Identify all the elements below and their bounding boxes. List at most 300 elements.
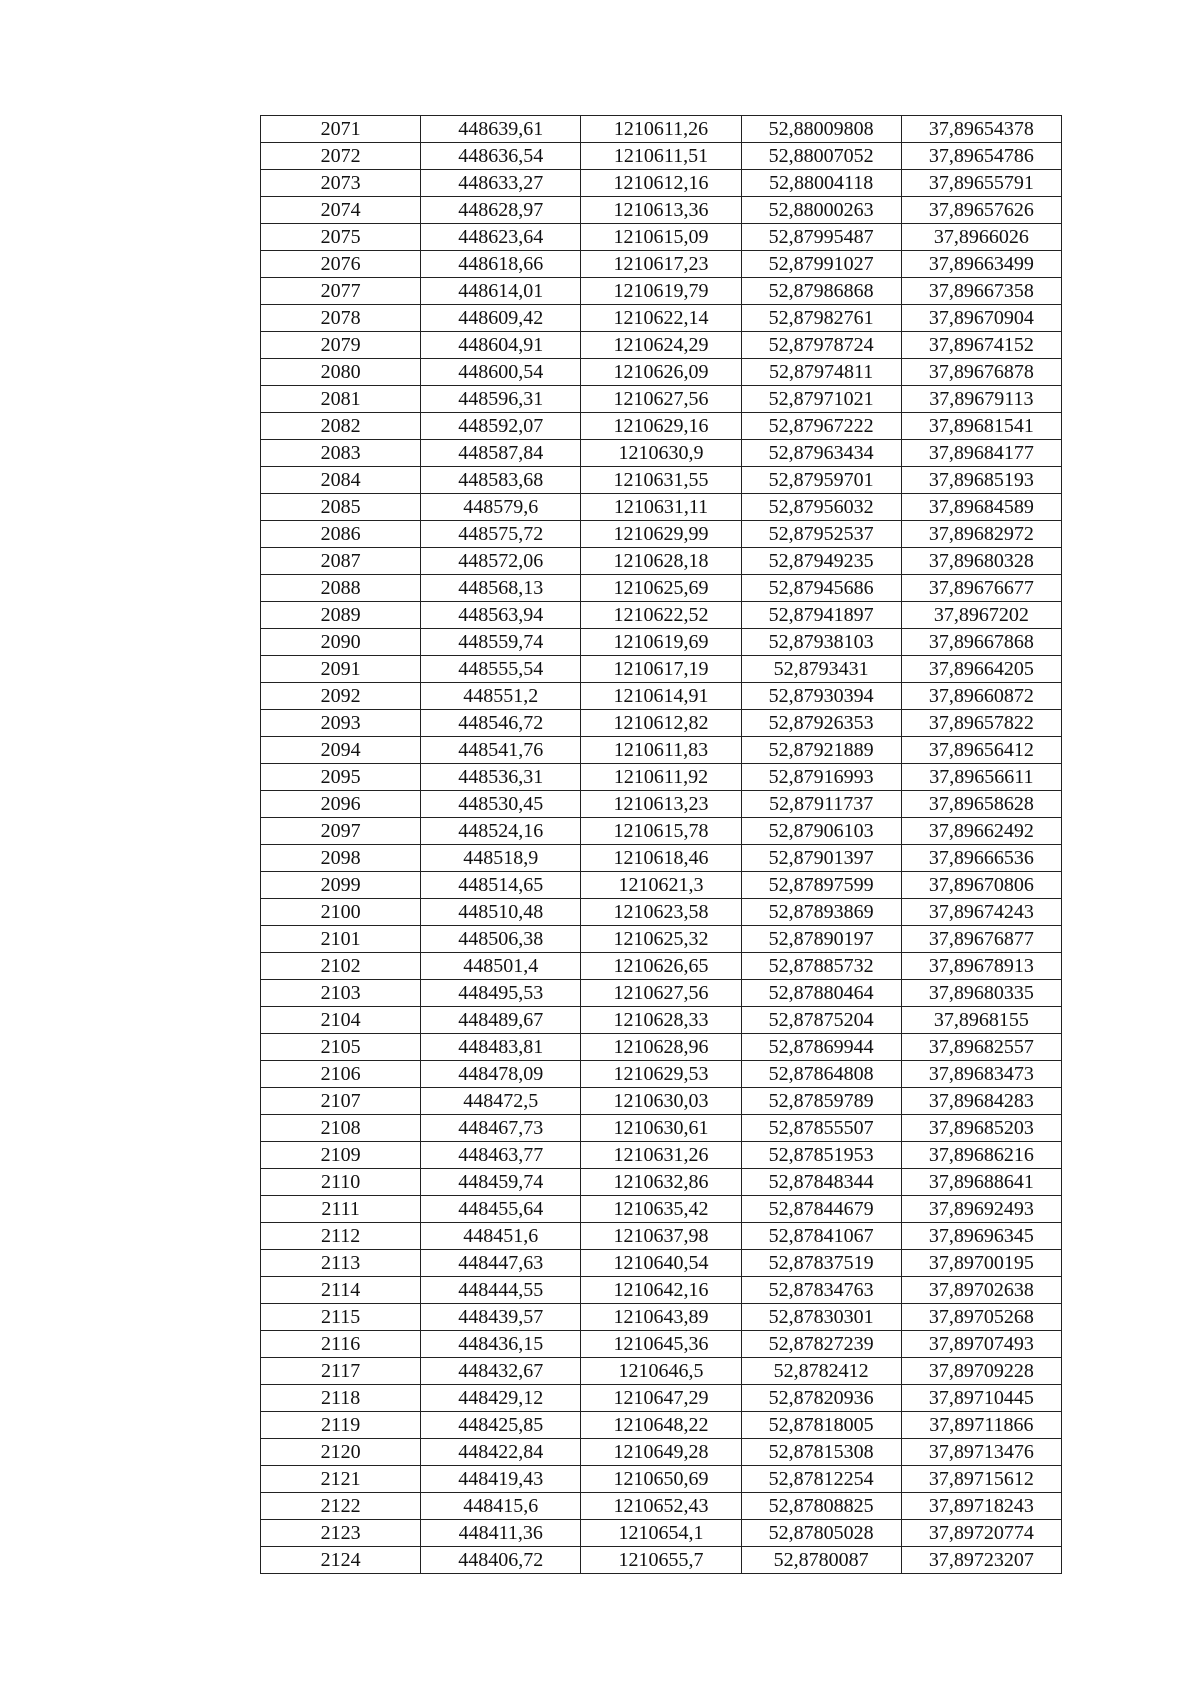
latitude-cell: 52,87855507	[741, 1115, 901, 1142]
table-row	[261, 1196, 1062, 1223]
table-row	[261, 305, 1062, 332]
y-coordinate-cell: 1210630,9	[581, 440, 741, 467]
y-coordinate-cell: 1210649,28	[581, 1439, 741, 1466]
x-coordinate-cell: 448425,85	[421, 1412, 581, 1439]
y-coordinate-cell: 1210625,69	[581, 575, 741, 602]
latitude-cell: 52,87818005	[741, 1412, 901, 1439]
y-coordinate-cell: 1210613,23	[581, 791, 741, 818]
table-row	[261, 1331, 1062, 1358]
latitude-cell: 52,87926353	[741, 710, 901, 737]
point-number-cell: 2104	[261, 1007, 421, 1034]
point-number-cell: 2101	[261, 926, 421, 953]
x-coordinate-cell: 448568,13	[421, 575, 581, 602]
y-coordinate-cell: 1210637,98	[581, 1223, 741, 1250]
point-number-cell: 2077	[261, 278, 421, 305]
x-coordinate-cell: 448432,67	[421, 1358, 581, 1385]
longitude-cell: 37,89670904	[901, 305, 1061, 332]
longitude-cell: 37,89676878	[901, 359, 1061, 386]
y-coordinate-cell: 1210619,79	[581, 278, 741, 305]
latitude-cell: 52,87911737	[741, 791, 901, 818]
y-coordinate-cell: 1210615,09	[581, 224, 741, 251]
latitude-cell: 52,88004118	[741, 170, 901, 197]
x-coordinate-cell: 448447,63	[421, 1250, 581, 1277]
latitude-cell: 52,87906103	[741, 818, 901, 845]
x-coordinate-cell: 448415,6	[421, 1493, 581, 1520]
y-coordinate-cell: 1210635,42	[581, 1196, 741, 1223]
table-row	[261, 737, 1062, 764]
x-coordinate-cell: 448633,27	[421, 170, 581, 197]
table-row	[261, 170, 1062, 197]
x-coordinate-cell: 448489,67	[421, 1007, 581, 1034]
latitude-cell: 52,87808825	[741, 1493, 901, 1520]
x-coordinate-cell: 448506,38	[421, 926, 581, 953]
y-coordinate-cell: 1210622,14	[581, 305, 741, 332]
x-coordinate-cell: 448444,55	[421, 1277, 581, 1304]
y-coordinate-cell: 1210623,58	[581, 899, 741, 926]
latitude-cell: 52,87844679	[741, 1196, 901, 1223]
x-coordinate-cell: 448536,31	[421, 764, 581, 791]
y-coordinate-cell: 1210643,89	[581, 1304, 741, 1331]
point-number-cell: 2113	[261, 1250, 421, 1277]
x-coordinate-cell: 448596,31	[421, 386, 581, 413]
point-number-cell: 2102	[261, 953, 421, 980]
longitude-cell: 37,89682972	[901, 521, 1061, 548]
latitude-cell: 52,87945686	[741, 575, 901, 602]
latitude-cell: 52,87978724	[741, 332, 901, 359]
latitude-cell: 52,87956032	[741, 494, 901, 521]
point-number-cell: 2110	[261, 1169, 421, 1196]
point-number-cell: 2080	[261, 359, 421, 386]
point-number-cell: 2090	[261, 629, 421, 656]
x-coordinate-cell: 448524,16	[421, 818, 581, 845]
table-row	[261, 467, 1062, 494]
y-coordinate-cell: 1210650,69	[581, 1466, 741, 1493]
y-coordinate-cell: 1210611,92	[581, 764, 741, 791]
table-row	[261, 629, 1062, 656]
latitude-cell: 52,87991027	[741, 251, 901, 278]
latitude-cell: 52,87864808	[741, 1061, 901, 1088]
longitude-cell: 37,89662492	[901, 818, 1061, 845]
point-number-cell: 2085	[261, 494, 421, 521]
latitude-cell: 52,87827239	[741, 1331, 901, 1358]
longitude-cell: 37,89666536	[901, 845, 1061, 872]
x-coordinate-cell: 448587,84	[421, 440, 581, 467]
y-coordinate-cell: 1210612,16	[581, 170, 741, 197]
longitude-cell: 37,89684177	[901, 440, 1061, 467]
table-row	[261, 1034, 1062, 1061]
y-coordinate-cell: 1210621,3	[581, 872, 741, 899]
latitude-cell: 52,87875204	[741, 1007, 901, 1034]
table-row	[261, 1277, 1062, 1304]
latitude-cell: 52,87921889	[741, 737, 901, 764]
point-number-cell: 2092	[261, 683, 421, 710]
longitude-cell: 37,89715612	[901, 1466, 1061, 1493]
point-number-cell: 2078	[261, 305, 421, 332]
latitude-cell: 52,87893869	[741, 899, 901, 926]
x-coordinate-cell: 448563,94	[421, 602, 581, 629]
coordinates-table-body	[261, 116, 1062, 1574]
y-coordinate-cell: 1210652,43	[581, 1493, 741, 1520]
x-coordinate-cell: 448518,9	[421, 845, 581, 872]
table-row	[261, 386, 1062, 413]
longitude-cell: 37,89670806	[901, 872, 1061, 899]
y-coordinate-cell: 1210627,56	[581, 980, 741, 1007]
x-coordinate-cell: 448618,66	[421, 251, 581, 278]
longitude-cell: 37,89710445	[901, 1385, 1061, 1412]
x-coordinate-cell: 448422,84	[421, 1439, 581, 1466]
table-row	[261, 1115, 1062, 1142]
point-number-cell: 2087	[261, 548, 421, 575]
table-row	[261, 116, 1062, 143]
longitude-cell: 37,89680335	[901, 980, 1061, 1007]
longitude-cell: 37,89674243	[901, 899, 1061, 926]
longitude-cell: 37,89676877	[901, 926, 1061, 953]
point-number-cell: 2122	[261, 1493, 421, 1520]
longitude-cell: 37,89683473	[901, 1061, 1061, 1088]
point-number-cell: 2088	[261, 575, 421, 602]
longitude-cell: 37,89658628	[901, 791, 1061, 818]
latitude-cell: 52,87963434	[741, 440, 901, 467]
x-coordinate-cell: 448546,72	[421, 710, 581, 737]
latitude-cell: 52,87830301	[741, 1304, 901, 1331]
latitude-cell: 52,87952537	[741, 521, 901, 548]
latitude-cell: 52,87967222	[741, 413, 901, 440]
point-number-cell: 2075	[261, 224, 421, 251]
point-number-cell: 2096	[261, 791, 421, 818]
y-coordinate-cell: 1210618,46	[581, 845, 741, 872]
x-coordinate-cell: 448406,72	[421, 1547, 581, 1574]
longitude-cell: 37,89680328	[901, 548, 1061, 575]
table-row	[261, 413, 1062, 440]
latitude-cell: 52,87848344	[741, 1169, 901, 1196]
longitude-cell: 37,89664205	[901, 656, 1061, 683]
x-coordinate-cell: 448572,06	[421, 548, 581, 575]
x-coordinate-cell: 448495,53	[421, 980, 581, 1007]
latitude-cell: 52,87812254	[741, 1466, 901, 1493]
x-coordinate-cell: 448419,43	[421, 1466, 581, 1493]
x-coordinate-cell: 448551,2	[421, 683, 581, 710]
latitude-cell: 52,87938103	[741, 629, 901, 656]
y-coordinate-cell: 1210642,16	[581, 1277, 741, 1304]
table-row	[261, 197, 1062, 224]
y-coordinate-cell: 1210626,09	[581, 359, 741, 386]
x-coordinate-cell: 448579,6	[421, 494, 581, 521]
y-coordinate-cell: 1210619,69	[581, 629, 741, 656]
x-coordinate-cell: 448459,74	[421, 1169, 581, 1196]
latitude-cell: 52,88007052	[741, 143, 901, 170]
longitude-cell: 37,89656412	[901, 737, 1061, 764]
y-coordinate-cell: 1210628,96	[581, 1034, 741, 1061]
y-coordinate-cell: 1210654,1	[581, 1520, 741, 1547]
point-number-cell: 2105	[261, 1034, 421, 1061]
point-number-cell: 2093	[261, 710, 421, 737]
longitude-cell: 37,89702638	[901, 1277, 1061, 1304]
y-coordinate-cell: 1210617,19	[581, 656, 741, 683]
table-row	[261, 899, 1062, 926]
longitude-cell: 37,8967202	[901, 602, 1061, 629]
table-row	[261, 1061, 1062, 1088]
y-coordinate-cell: 1210626,65	[581, 953, 741, 980]
longitude-cell: 37,89657626	[901, 197, 1061, 224]
x-coordinate-cell: 448478,09	[421, 1061, 581, 1088]
point-number-cell: 2103	[261, 980, 421, 1007]
point-number-cell: 2123	[261, 1520, 421, 1547]
table-row	[261, 521, 1062, 548]
longitude-cell: 37,89676677	[901, 575, 1061, 602]
y-coordinate-cell: 1210617,23	[581, 251, 741, 278]
longitude-cell: 37,89660872	[901, 683, 1061, 710]
table-row	[261, 791, 1062, 818]
x-coordinate-cell: 448436,15	[421, 1331, 581, 1358]
longitude-cell: 37,89684283	[901, 1088, 1061, 1115]
latitude-cell: 52,87897599	[741, 872, 901, 899]
x-coordinate-cell: 448429,12	[421, 1385, 581, 1412]
point-number-cell: 2107	[261, 1088, 421, 1115]
table-row	[261, 1547, 1062, 1574]
table-row	[261, 1412, 1062, 1439]
x-coordinate-cell: 448555,54	[421, 656, 581, 683]
longitude-cell: 37,89654786	[901, 143, 1061, 170]
x-coordinate-cell: 448604,91	[421, 332, 581, 359]
point-number-cell: 2097	[261, 818, 421, 845]
longitude-cell: 37,89678913	[901, 953, 1061, 980]
point-number-cell: 2109	[261, 1142, 421, 1169]
point-number-cell: 2086	[261, 521, 421, 548]
point-number-cell: 2073	[261, 170, 421, 197]
x-coordinate-cell: 448411,36	[421, 1520, 581, 1547]
y-coordinate-cell: 1210645,36	[581, 1331, 741, 1358]
y-coordinate-cell: 1210630,03	[581, 1088, 741, 1115]
longitude-cell: 37,89711866	[901, 1412, 1061, 1439]
table-row	[261, 710, 1062, 737]
latitude-cell: 52,87941897	[741, 602, 901, 629]
latitude-cell: 52,8793431	[741, 656, 901, 683]
table-row	[261, 1304, 1062, 1331]
table-row	[261, 1250, 1062, 1277]
table-row	[261, 818, 1062, 845]
y-coordinate-cell: 1210648,22	[581, 1412, 741, 1439]
x-coordinate-cell: 448575,72	[421, 521, 581, 548]
point-number-cell: 2076	[261, 251, 421, 278]
table-row	[261, 359, 1062, 386]
table-row	[261, 1493, 1062, 1520]
latitude-cell: 52,87901397	[741, 845, 901, 872]
longitude-cell: 37,89720774	[901, 1520, 1061, 1547]
latitude-cell: 52,87837519	[741, 1250, 901, 1277]
table-row	[261, 1169, 1062, 1196]
x-coordinate-cell: 448609,42	[421, 305, 581, 332]
x-coordinate-cell: 448530,45	[421, 791, 581, 818]
y-coordinate-cell: 1210640,54	[581, 1250, 741, 1277]
point-number-cell: 2112	[261, 1223, 421, 1250]
x-coordinate-cell: 448628,97	[421, 197, 581, 224]
x-coordinate-cell: 448623,64	[421, 224, 581, 251]
table-row	[261, 656, 1062, 683]
x-coordinate-cell: 448514,65	[421, 872, 581, 899]
longitude-cell: 37,89667868	[901, 629, 1061, 656]
point-number-cell: 2084	[261, 467, 421, 494]
x-coordinate-cell: 448639,61	[421, 116, 581, 143]
longitude-cell: 37,89696345	[901, 1223, 1061, 1250]
point-number-cell: 2115	[261, 1304, 421, 1331]
longitude-cell: 37,89667358	[901, 278, 1061, 305]
table-row	[261, 1223, 1062, 1250]
point-number-cell: 2116	[261, 1331, 421, 1358]
x-coordinate-cell: 448483,81	[421, 1034, 581, 1061]
x-coordinate-cell: 448501,4	[421, 953, 581, 980]
point-number-cell: 2118	[261, 1385, 421, 1412]
latitude-cell: 52,87995487	[741, 224, 901, 251]
point-number-cell: 2074	[261, 197, 421, 224]
point-number-cell: 2081	[261, 386, 421, 413]
latitude-cell: 52,87841067	[741, 1223, 901, 1250]
table-row	[261, 845, 1062, 872]
point-number-cell: 2124	[261, 1547, 421, 1574]
longitude-cell: 37,89709228	[901, 1358, 1061, 1385]
longitude-cell: 37,89655791	[901, 170, 1061, 197]
y-coordinate-cell: 1210629,16	[581, 413, 741, 440]
x-coordinate-cell: 448541,76	[421, 737, 581, 764]
table-row	[261, 683, 1062, 710]
longitude-cell: 37,89718243	[901, 1493, 1061, 1520]
latitude-cell: 52,87851953	[741, 1142, 901, 1169]
latitude-cell: 52,87820936	[741, 1385, 901, 1412]
point-number-cell: 2072	[261, 143, 421, 170]
longitude-cell: 37,89713476	[901, 1439, 1061, 1466]
table-row	[261, 548, 1062, 575]
longitude-cell: 37,89700195	[901, 1250, 1061, 1277]
latitude-cell: 52,87805028	[741, 1520, 901, 1547]
y-coordinate-cell: 1210629,99	[581, 521, 741, 548]
y-coordinate-cell: 1210646,5	[581, 1358, 741, 1385]
point-number-cell: 2094	[261, 737, 421, 764]
y-coordinate-cell: 1210614,91	[581, 683, 741, 710]
table-row	[261, 1466, 1062, 1493]
point-number-cell: 2079	[261, 332, 421, 359]
point-number-cell: 2120	[261, 1439, 421, 1466]
x-coordinate-cell: 448451,6	[421, 1223, 581, 1250]
point-number-cell: 2117	[261, 1358, 421, 1385]
longitude-cell: 37,89705268	[901, 1304, 1061, 1331]
latitude-cell: 52,87930394	[741, 683, 901, 710]
longitude-cell: 37,89684589	[901, 494, 1061, 521]
longitude-cell: 37,89657822	[901, 710, 1061, 737]
y-coordinate-cell: 1210630,61	[581, 1115, 741, 1142]
table-row	[261, 1007, 1062, 1034]
latitude-cell: 52,87974811	[741, 359, 901, 386]
longitude-cell: 37,89688641	[901, 1169, 1061, 1196]
longitude-cell: 37,89682557	[901, 1034, 1061, 1061]
x-coordinate-cell: 448510,48	[421, 899, 581, 926]
x-coordinate-cell: 448583,68	[421, 467, 581, 494]
table-row	[261, 278, 1062, 305]
y-coordinate-cell: 1210631,55	[581, 467, 741, 494]
latitude-cell: 52,8780087	[741, 1547, 901, 1574]
y-coordinate-cell: 1210622,52	[581, 602, 741, 629]
table-row	[261, 494, 1062, 521]
longitude-cell: 37,89707493	[901, 1331, 1061, 1358]
x-coordinate-cell: 448467,73	[421, 1115, 581, 1142]
table-row	[261, 143, 1062, 170]
point-number-cell: 2100	[261, 899, 421, 926]
latitude-cell: 52,87859789	[741, 1088, 901, 1115]
longitude-cell: 37,89663499	[901, 251, 1061, 278]
point-number-cell: 2071	[261, 116, 421, 143]
x-coordinate-cell: 448559,74	[421, 629, 581, 656]
longitude-cell: 37,89692493	[901, 1196, 1061, 1223]
y-coordinate-cell: 1210625,32	[581, 926, 741, 953]
latitude-cell: 52,87986868	[741, 278, 901, 305]
table-row	[261, 926, 1062, 953]
longitude-cell: 37,89656611	[901, 764, 1061, 791]
y-coordinate-cell: 1210611,83	[581, 737, 741, 764]
table-row	[261, 1439, 1062, 1466]
table-row	[261, 953, 1062, 980]
latitude-cell: 52,87885732	[741, 953, 901, 980]
longitude-cell: 37,89681541	[901, 413, 1061, 440]
table-row	[261, 575, 1062, 602]
latitude-cell: 52,88000263	[741, 197, 901, 224]
x-coordinate-cell: 448455,64	[421, 1196, 581, 1223]
y-coordinate-cell: 1210631,11	[581, 494, 741, 521]
longitude-cell: 37,89654378	[901, 116, 1061, 143]
y-coordinate-cell: 1210624,29	[581, 332, 741, 359]
y-coordinate-cell: 1210628,33	[581, 1007, 741, 1034]
table-row	[261, 872, 1062, 899]
point-number-cell: 2111	[261, 1196, 421, 1223]
point-number-cell: 2099	[261, 872, 421, 899]
point-number-cell: 2089	[261, 602, 421, 629]
y-coordinate-cell: 1210615,78	[581, 818, 741, 845]
latitude-cell: 52,87982761	[741, 305, 901, 332]
latitude-cell: 52,87916993	[741, 764, 901, 791]
latitude-cell: 52,8782412	[741, 1358, 901, 1385]
longitude-cell: 37,89674152	[901, 332, 1061, 359]
table-row	[261, 224, 1062, 251]
y-coordinate-cell: 1210612,82	[581, 710, 741, 737]
table-row	[261, 440, 1062, 467]
longitude-cell: 37,89723207	[901, 1547, 1061, 1574]
x-coordinate-cell: 448614,01	[421, 278, 581, 305]
longitude-cell: 37,89685193	[901, 467, 1061, 494]
latitude-cell: 52,87890197	[741, 926, 901, 953]
x-coordinate-cell: 448472,5	[421, 1088, 581, 1115]
longitude-cell: 37,8966026	[901, 224, 1061, 251]
latitude-cell: 52,87815308	[741, 1439, 901, 1466]
latitude-cell: 52,87949235	[741, 548, 901, 575]
table-row	[261, 764, 1062, 791]
table-row	[261, 1088, 1062, 1115]
y-coordinate-cell: 1210627,56	[581, 386, 741, 413]
y-coordinate-cell: 1210611,51	[581, 143, 741, 170]
longitude-cell: 37,89685203	[901, 1115, 1061, 1142]
latitude-cell: 52,87880464	[741, 980, 901, 1007]
x-coordinate-cell: 448439,57	[421, 1304, 581, 1331]
y-coordinate-cell: 1210629,53	[581, 1061, 741, 1088]
y-coordinate-cell: 1210631,26	[581, 1142, 741, 1169]
latitude-cell: 52,87869944	[741, 1034, 901, 1061]
table-row	[261, 602, 1062, 629]
x-coordinate-cell: 448636,54	[421, 143, 581, 170]
point-number-cell: 2082	[261, 413, 421, 440]
x-coordinate-cell: 448600,54	[421, 359, 581, 386]
point-number-cell: 2108	[261, 1115, 421, 1142]
coordinates-table	[260, 115, 1062, 1574]
latitude-cell: 52,87959701	[741, 467, 901, 494]
table-row	[261, 1358, 1062, 1385]
longitude-cell: 37,89686216	[901, 1142, 1061, 1169]
y-coordinate-cell: 1210647,29	[581, 1385, 741, 1412]
